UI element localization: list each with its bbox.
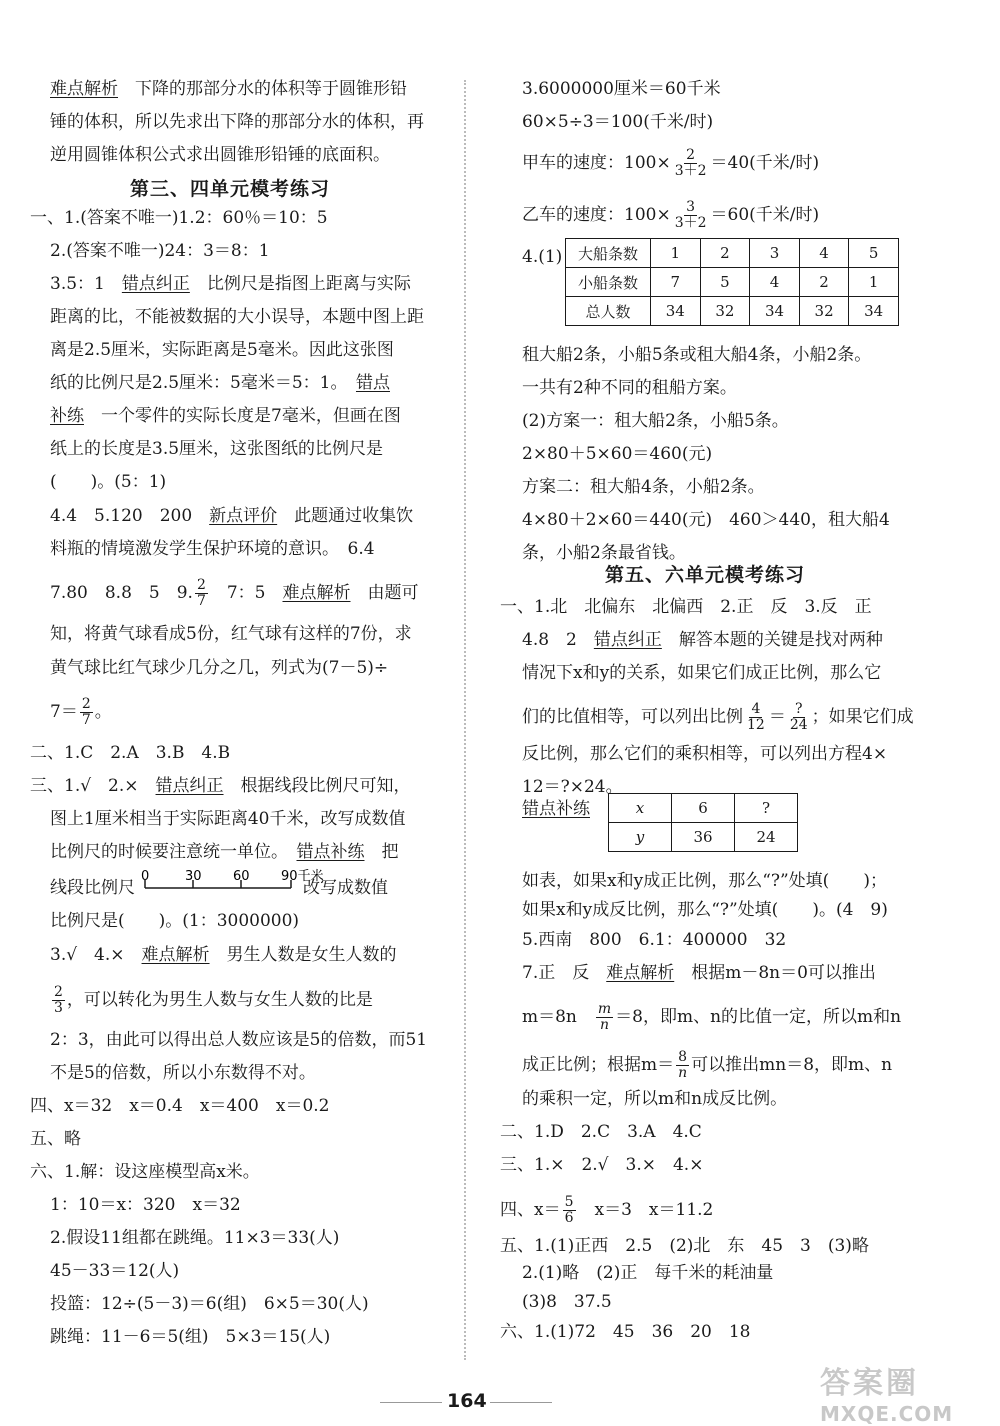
table-cell: 34 — [750, 297, 800, 326]
text-line: 二、1.C 2.A 3.B 4.B — [30, 743, 231, 763]
scale-tick-label: 60 — [233, 869, 250, 884]
text-line: 12＝?×24。 — [522, 777, 623, 797]
line-segment-scale — [141, 868, 324, 900]
text-line: 一共有2种不同的租船方案。 — [522, 378, 737, 398]
text-line: 7＝ $\frac{2}{7}$ 。 — [50, 696, 112, 728]
table-cell: 3 — [750, 239, 800, 268]
table-cell: 总人数 — [566, 297, 651, 326]
tag-difficulty-analysis: 难点解析 — [50, 79, 118, 99]
text-line: m＝8n $\frac{m}{n}$ ＝8，即m、n的比值一定，所以m和n — [522, 1001, 902, 1033]
text-line: 60×5÷3＝100(千米/时) — [522, 112, 714, 132]
text-line: 反比例，那么它们的乘积相等，可以列出方程4× — [522, 744, 888, 764]
text-line: 1：10＝x：320 x＝32 — [50, 1195, 241, 1215]
text-line: 距离的比，不能被数据的大小误导，本题中图上距 — [50, 307, 424, 327]
table-cell: 34 — [651, 297, 701, 326]
text-line: 四、x＝32 x＝0.4 x＝400 x＝0.2 — [30, 1096, 330, 1116]
table-cell: 2 — [799, 268, 849, 297]
footer-rule-left — [380, 1402, 442, 1403]
fraction: $\frac{2}{7}$ — [196, 577, 206, 609]
table-cell: 32 — [700, 297, 750, 326]
text-line: 六、1.(1)72 45 36 20 18 — [500, 1322, 751, 1342]
text-line: 4.8 2 错点纠正 解答本题的关键是找对两种 — [522, 630, 883, 650]
table-row — [609, 794, 798, 823]
column-divider — [464, 80, 466, 1360]
text-line: 2.假设11组都在跳绳。11×3＝33(人) — [50, 1228, 340, 1248]
text-line: ( )。(5：1) — [50, 472, 167, 492]
text-line: 三、1.√ 2.× 错点纠正 根据线段比例尺可知， — [30, 776, 411, 796]
text-line: 补练 一个零件的实际长度是7毫米，但画在图 — [50, 406, 401, 426]
text-line: 离是2.5厘米，实际距离是5毫米。因此这张图 — [50, 340, 394, 360]
page-number: 164 — [447, 1390, 487, 1412]
text-line: 7.80 8.8 5 9. $\frac{2}{7}$ 7：5 难点解析 由题可 — [50, 577, 419, 609]
text-line: 不是5的倍数，所以小东数得不对。 — [50, 1063, 316, 1083]
text-line: 一、1.(答案不唯一)1.2：60％＝10：5 — [30, 208, 328, 228]
text-line: 3.√ 4.× 难点解析 男生人数是女生人数的 — [50, 945, 397, 965]
text-line: 纸上的长度是3.5厘米，这张图纸的比例尺是 — [50, 439, 384, 459]
scale-tick-label: 0 — [141, 869, 150, 884]
text-line: 知，将黄气球看成5份，红气球有这样的7份，求 — [50, 624, 412, 644]
table-row — [566, 297, 899, 326]
table-cell: 4 — [750, 268, 800, 297]
table-row — [566, 268, 899, 297]
text-line: 4.(1) — [522, 247, 563, 267]
text-line: 比例尺的时候要注意统一单位。 错点补练 把 — [50, 842, 399, 862]
text-line: 线段比例尺 改写成数值 — [50, 878, 388, 898]
table-cell: 1 — [849, 268, 899, 297]
fraction: $\frac{8}{n}$ — [678, 1049, 688, 1081]
tag-error-correction: 错点纠正 — [121, 274, 190, 294]
footer-rule-right — [490, 1402, 552, 1403]
text-line: 4.4 5.120 200 新点评价 此题通过收集饮 — [50, 506, 414, 526]
text-line: 难点解析 下降的那部分水的体积等于圆锥形铅 — [50, 79, 407, 99]
fraction: $\frac{?}{24}$ — [789, 701, 808, 733]
text-line: 成正比例；根据m＝ $\frac{8}{n}$ 可以推出mn＝8，即m、n — [522, 1049, 893, 1081]
table-cell: 4 — [799, 239, 849, 268]
table-cell: x — [609, 794, 672, 823]
text-line: 锤的体积，所以先求出下降的那部分水的体积，再 — [50, 112, 424, 132]
text-line: 四、x＝ $\frac{5}{6}$ x＝3 x＝11.2 — [500, 1194, 714, 1226]
table-row — [566, 239, 899, 268]
table-row — [609, 823, 798, 852]
text-line: 2×80＋5×60＝460(元) — [522, 444, 713, 464]
text-line: 三、1.× 2.√ 3.× 4.× — [500, 1155, 704, 1175]
fraction: $\frac{3}{3+2}$ — [674, 199, 707, 231]
text-line: (3)8 37.5 — [522, 1292, 612, 1312]
table-cell: 小船条数 — [566, 268, 651, 297]
text-line: 45－33＝12(人) — [50, 1261, 180, 1281]
text-line: 五、1.(1)正西 2.5 (2)北 东 45 3 (3)略 — [500, 1236, 869, 1256]
table-cell: 6 — [672, 794, 735, 823]
text-line: 3.5：1 错点纠正 比例尺是指图上距离与实际 — [50, 274, 411, 294]
text-line: 比例尺是( )。(1：3000000) — [50, 911, 300, 931]
text-line: 条，小船2条最省钱。 — [522, 543, 686, 563]
text-line: 情况下x和y的关系，如果它们成正比例，那么它 — [522, 663, 882, 683]
section-title-units-3-4: 第三、四单元模考练习 — [130, 178, 331, 200]
text-line: 六、1.解：设这座模型高x米。 — [30, 1162, 260, 1182]
text-line: 料瓶的情境激发学生保护环境的意识。 6.4 — [50, 539, 375, 559]
table-cell: 大船条数 — [566, 239, 651, 268]
text-line: 二、1.D 2.C 3.A 4.C — [500, 1122, 702, 1142]
scale-tick-label: 30 — [185, 869, 202, 884]
text-line: 2.(答案不唯一)24：3＝8：1 — [50, 241, 270, 261]
text-line: 如果x和y成反比例，那么“?”处填( )。(4 9) — [522, 900, 888, 920]
fraction: $\frac{2}{3+2}$ — [674, 147, 707, 179]
table-cell: 2 — [700, 239, 750, 268]
text-line: 黄气球比红气球少几分之几，列式为(7－5)÷ — [50, 658, 389, 678]
text-line: $\frac{2}{3}$ ，可以转化为男生人数与女生人数的比是 — [54, 984, 373, 1016]
text-line: (2)方案一：租大船2条，小船5条。 — [522, 411, 789, 431]
text-line: 五、略 — [30, 1129, 81, 1149]
watermark-logo: 答案圈 MXQE.COM — [820, 1366, 954, 1426]
text-line: 一、1.北 北偏东 北偏西 2.正 反 3.反 正 — [500, 597, 872, 617]
table-cell: 24 — [735, 823, 798, 852]
text-line: 5.西南 800 6.1：400000 32 — [522, 930, 787, 950]
text-line: 逆用圆锥体积公式求出圆锥形铅锤的底面积。 — [50, 145, 390, 165]
section-title-units-5-6: 第五、六单元模考练习 — [605, 564, 806, 586]
fraction: $\frac{4}{12}$ — [747, 701, 765, 733]
fraction: $\frac{m}{n}$ — [597, 1001, 612, 1033]
text-line: 投篮：12÷(5－3)＝6(组) 6×5＝30(人) — [50, 1294, 369, 1314]
text-line: 图上1厘米相当于实际距离40千米，改写成数值 — [50, 809, 406, 829]
text-line: 2.(1)略 (2)正 每千米的耗油量 — [522, 1263, 774, 1283]
table-cell: 32 — [799, 297, 849, 326]
table-cell: y — [609, 823, 672, 852]
table-cell: 5 — [700, 268, 750, 297]
table-cell: 1 — [651, 239, 701, 268]
table-cell: 7 — [651, 268, 701, 297]
boat-table — [565, 238, 899, 326]
fraction: $\frac{2}{7}$ — [81, 696, 91, 728]
text-line: 租大船2条，小船5条或租大船4条，小船2条。 — [522, 345, 872, 365]
xy-table — [608, 793, 798, 852]
text-line: 如表，如果x和y成正比例，那么“?”处填( )； — [522, 871, 887, 891]
table-cell: 34 — [849, 297, 899, 326]
text-line: 乙车的速度：100× $\frac{3}{3+2}$ ＝60(千米/时) — [522, 199, 820, 231]
text-line: 2：3，由此可以得出总人数应该是5的倍数，而51 — [50, 1030, 428, 1050]
table-cell: 36 — [672, 823, 735, 852]
tag-error-practice: 错点 — [355, 373, 390, 393]
text-line: 们的比值相等，可以列出比例 $\frac{4}{12}$ ＝ $\frac{?}{24}$ ；如果它们成 — [522, 701, 914, 733]
fraction: $\frac{2}{3}$ — [54, 984, 63, 1016]
tag-new-point-review: 新点评价 — [209, 506, 278, 526]
text-line: 甲车的速度：100× $\frac{2}{3+2}$ ＝40(千米/时) — [522, 147, 820, 179]
text-line: 跳绳：11－6＝5(组) 5×3＝15(人) — [50, 1327, 331, 1347]
text-line: 7.正 反 难点解析 根据m－8n＝0可以推出 — [522, 963, 876, 983]
text-line: 错点补练 — [522, 799, 590, 819]
text-line: 4×80＋2×60＝440(元) 460＞440，租大船4 — [522, 510, 890, 530]
table-cell: 5 — [849, 239, 899, 268]
text-line: 的乘积一定，所以m和n成反比例。 — [522, 1089, 788, 1109]
text-line: 方案二：租大船4条，小船2条。 — [522, 477, 765, 497]
fraction: $\frac{5}{6}$ — [564, 1194, 574, 1226]
table-cell: ? — [735, 794, 798, 823]
text-line: 纸的比例尺是2.5厘米：5毫米＝5：1。 错点 — [50, 373, 390, 393]
scale-tick-label: 90千米 — [281, 869, 324, 884]
text-line: 3.6000000厘米＝60千米 — [522, 79, 721, 99]
